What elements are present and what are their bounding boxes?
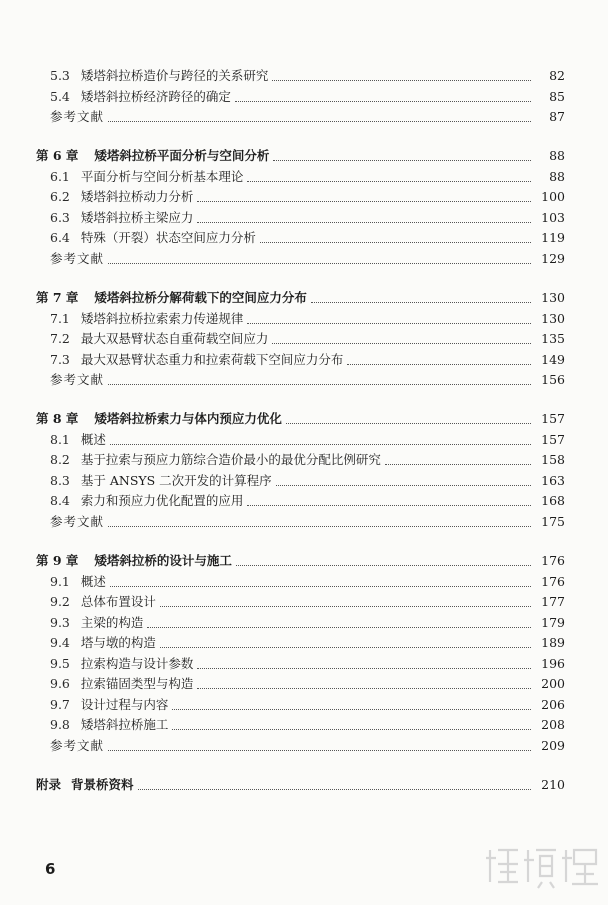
toc-entry-title: 主梁的构造 (80, 614, 144, 630)
toc-entry-number: 7.3 (50, 351, 70, 367)
toc-entry-page: 177 (541, 594, 565, 610)
dot-leader (110, 586, 531, 587)
toc-entry-number: 第 6 章 (36, 148, 79, 164)
toc-section-entry (0, 633, 608, 653)
dot-leader (260, 242, 531, 243)
dot-leader (247, 181, 531, 182)
toc-entry-number: 5.3 (50, 68, 70, 83)
toc-entry-number: 5.4 (50, 88, 70, 104)
dot-leader (272, 80, 531, 81)
toc-entry-number: 9.2 (50, 594, 70, 610)
toc-entry-page: 100 (541, 189, 565, 205)
dot-leader (272, 343, 531, 344)
toc-entry-title: 参考文献 (50, 372, 105, 388)
toc-entry-title: 基于 ANSYS 二次开发的计算程序 (80, 472, 272, 488)
toc-entry-number: 9.3 (50, 614, 70, 630)
dot-leader (197, 668, 531, 669)
dot-leader (385, 464, 531, 465)
dot-leader (236, 565, 531, 566)
toc-section-entry (0, 572, 608, 592)
toc-section-entry (0, 430, 608, 450)
toc-entry-page: 206 (541, 696, 565, 712)
toc-section-entry (0, 491, 608, 511)
toc-entry-title: 平面分析与空间分析基本理论 (80, 168, 244, 184)
dot-leader (172, 709, 531, 710)
dot-leader (273, 160, 531, 161)
dot-leader (108, 384, 531, 385)
toc-section-entry (0, 228, 608, 248)
toc-section-entry (0, 350, 608, 370)
toc-section-entry (0, 674, 608, 694)
toc-entry-page: 130 (541, 289, 565, 305)
toc-entry-page: 103 (541, 209, 565, 225)
toc-entry-number: 第 7 章 (36, 289, 79, 305)
toc-entry-title: 参考文献 (50, 109, 105, 125)
toc-entry-page: 157 (541, 411, 565, 427)
watermark-glyphs (486, 850, 598, 888)
toc-references-entry (0, 107, 608, 127)
toc-entry-number: 9.8 (50, 717, 70, 733)
toc-entry-number: 第 8 章 (36, 411, 79, 427)
dot-leader (347, 364, 531, 365)
toc-entry-title: 参考文献 (50, 250, 105, 266)
dot-leader (108, 121, 531, 122)
toc-entry-page: 209 (541, 737, 565, 753)
toc-entry-number: 7.2 (50, 331, 70, 347)
toc-entry-title: 矮塔斜拉桥施工 (80, 717, 169, 733)
toc-entry-number: 9.7 (50, 696, 70, 712)
toc-entry-title: 拉索构造与设计参数 (80, 655, 194, 671)
page-number-folio: 6 (45, 860, 56, 878)
dot-leader (147, 627, 531, 628)
toc-references-entry (0, 512, 608, 532)
toc-entry-number: 8.1 (50, 431, 70, 447)
toc-entry-number: 附录 (36, 777, 62, 792)
toc-entry-page: 196 (541, 655, 565, 671)
toc-references-entry (0, 370, 608, 390)
toc-entry-title: 参考文献 (50, 513, 105, 529)
toc-entry-page: 129 (541, 250, 565, 266)
toc-entry-page: 130 (541, 310, 565, 326)
toc-entry-title: 参考文献 (50, 737, 105, 753)
toc-entry-title: 背景桥资料 (71, 777, 134, 792)
toc-entry-page: 210 (541, 777, 565, 792)
toc-entry-title: 矮塔斜拉桥主梁应力 (80, 209, 194, 225)
toc-entry-number: 第 9 章 (36, 553, 79, 568)
toc-entry-number: 6.1 (50, 168, 70, 184)
toc-entry-title: 矮塔斜拉桥经济跨径的确定 (80, 88, 231, 104)
dot-leader (138, 789, 531, 790)
toc-references-entry (0, 736, 608, 756)
toc-entry-title: 基于拉索与预应力筋综合造价最小的最优分配比例研究 (80, 452, 381, 468)
toc-entry-number: 9.5 (50, 655, 70, 671)
toc-section-entry (0, 613, 608, 633)
toc-chapter-entry (0, 288, 608, 308)
dot-leader (311, 302, 531, 303)
dot-leader (276, 485, 531, 486)
dot-leader (108, 750, 531, 751)
toc-entry-page: 200 (541, 676, 565, 692)
toc-entry-number: 8.3 (50, 472, 70, 488)
toc-section-entry (0, 87, 608, 107)
toc-references-entry (0, 249, 608, 269)
toc-entry-page: 175 (541, 513, 565, 529)
toc-entry-page: 135 (541, 331, 565, 347)
toc-entry-title: 矮塔斜拉桥索力与体内预应力优化 (94, 411, 282, 427)
toc-entry-page: 157 (541, 431, 565, 447)
toc-entry-page: 87 (549, 109, 565, 125)
dot-leader (247, 505, 531, 506)
toc-entry-title: 概述 (80, 431, 106, 447)
dot-leader (235, 101, 531, 102)
toc-entry-title: 塔与墩的构造 (80, 635, 156, 651)
toc-section-entry (0, 471, 608, 491)
toc-entry-page: 168 (541, 493, 565, 509)
dot-leader (197, 688, 531, 689)
toc-entry-page: 158 (541, 452, 565, 468)
toc-section-entry (0, 592, 608, 612)
toc-chapter-entry (0, 409, 608, 429)
toc-entry-page: 119 (541, 230, 565, 246)
dot-leader (172, 729, 531, 730)
toc-entry-title: 矮塔斜拉桥分解荷载下的空间应力分布 (94, 289, 307, 305)
toc-entry-number: 9.1 (50, 573, 70, 589)
toc-section-entry (0, 208, 608, 228)
toc-entry-page: 82 (549, 68, 565, 83)
toc-section-entry (0, 329, 608, 349)
toc-entry-number: 9.4 (50, 635, 70, 651)
dot-leader (108, 263, 531, 264)
toc-entry-number: 9.6 (50, 676, 70, 692)
toc-entry-title: 矮塔斜拉桥拉索索力传递规律 (80, 310, 244, 326)
toc-section-entry (0, 167, 608, 187)
dot-leader (160, 647, 531, 648)
toc-appendix-entry (0, 775, 608, 795)
toc-chapter-entry (0, 551, 608, 571)
toc-entry-page: 85 (549, 88, 565, 104)
toc-entry-title: 设计过程与内容 (80, 696, 169, 712)
toc-entry-title: 矮塔斜拉桥造价与跨径的关系研究 (80, 68, 269, 83)
toc-entry-page: 189 (541, 635, 565, 651)
toc-chapter-entry (0, 146, 608, 166)
toc-entry-number: 8.4 (50, 493, 70, 509)
toc-section-entry (0, 695, 608, 715)
toc-entry-number: 8.2 (50, 452, 70, 468)
toc-entry-title: 概述 (80, 573, 106, 589)
toc-entry-number: 6.3 (50, 209, 70, 225)
toc-entry-title: 最大双悬臂状态重力和拉索荷载下空间应力分布 (80, 351, 344, 367)
toc-entry-title: 最大双悬臂状态自重荷载空间应力 (80, 331, 269, 347)
toc-entry-page: 88 (549, 148, 565, 164)
dot-leader (247, 323, 531, 324)
toc-entry-title: 矮塔斜拉桥动力分析 (80, 189, 194, 205)
toc-entry-title: 特殊（开裂）状态空间应力分析 (80, 230, 256, 246)
dot-leader (160, 606, 531, 607)
dot-leader (197, 222, 531, 223)
toc-entry-page: 156 (541, 372, 565, 388)
toc-entry-page: 163 (541, 472, 565, 488)
toc-section-entry (0, 715, 608, 735)
toc-entry-number: 6.2 (50, 189, 70, 205)
toc-entry-page: 176 (541, 553, 565, 568)
toc-entry-number: 7.1 (50, 310, 70, 326)
dot-leader (286, 423, 531, 424)
toc-entry-title: 矮塔斜拉桥的设计与施工 (94, 553, 232, 568)
toc-section-entry (0, 309, 608, 329)
toc-entry-title: 矮塔斜拉桥平面分析与空间分析 (94, 148, 270, 164)
dot-leader (197, 201, 531, 202)
toc-section-entry (0, 654, 608, 674)
toc-section-entry (0, 450, 608, 470)
toc-entry-title: 索力和预应力优化配置的应用 (80, 493, 244, 509)
toc-entry-page: 179 (541, 614, 565, 630)
toc-entry-page: 88 (549, 168, 565, 184)
toc-section-entry (0, 66, 608, 86)
dot-leader (110, 444, 531, 445)
toc-entry-title: 总体布置设计 (80, 594, 156, 610)
dot-leader (108, 526, 531, 527)
bridgehead-watermark-logo (484, 842, 604, 900)
toc-entry-page: 208 (541, 717, 565, 733)
toc-entry-page: 176 (541, 573, 565, 589)
toc-entry-number: 6.4 (50, 230, 70, 246)
toc-section-entry (0, 187, 608, 207)
toc-entry-title: 拉索锚固类型与构造 (80, 676, 194, 692)
toc-entry-page: 149 (541, 351, 565, 367)
